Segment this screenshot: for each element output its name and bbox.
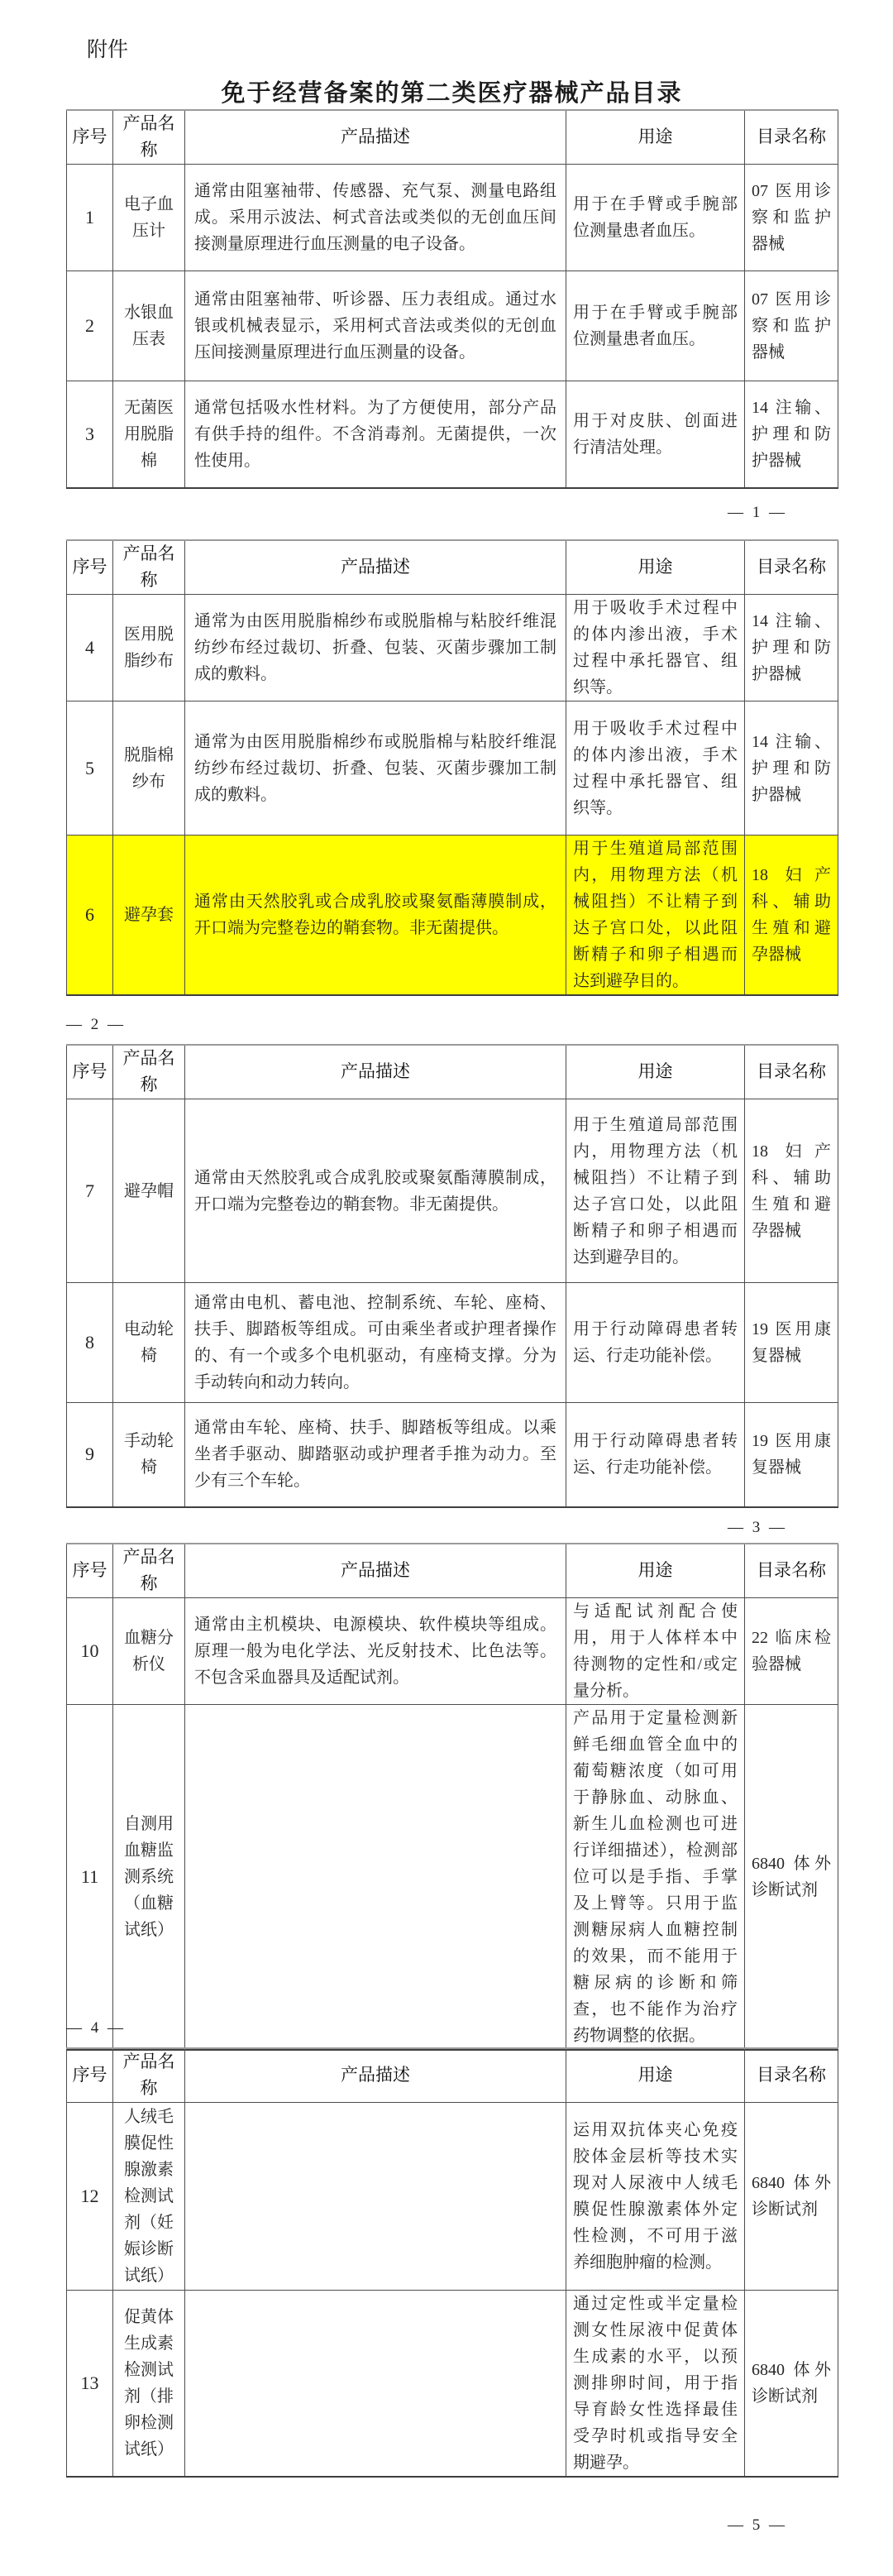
cell-catalog-name: 19 医用康复器械 [745, 1283, 838, 1403]
cell-no: 1 [67, 165, 113, 271]
table-row [67, 595, 838, 701]
attachment-label: 附件 [87, 38, 129, 61]
catalog-table-page1 [66, 109, 838, 489]
cell-use: 用于行动障碍患者转运、行走功能补偿。 [566, 1403, 745, 1507]
table-header-row [67, 2048, 838, 2103]
table-row [67, 701, 838, 836]
cell-no: 2 [67, 271, 113, 381]
document-title: 免于经营备案的第二类医疗器械产品目录 [221, 80, 683, 107]
table-header-row [67, 540, 838, 595]
table-row [67, 1598, 838, 1705]
cell-product-name: 避孕套 [113, 836, 185, 996]
table-row [67, 2291, 838, 2478]
cell-catalog-name: 6840 体外诊断试剂 [745, 2291, 838, 2478]
cell-product-desc: 通常由电机、蓄电池、控制系统、车轮、座椅、扶手、脚踏板等组成。可由乘坐者或护理者操作的、有一个或多个电机驱动，有座椅支撑。分为手动转向和动力转向。 [185, 1283, 566, 1403]
cell-product-desc [185, 1705, 566, 2051]
column-header-use: 用途 [566, 2048, 745, 2103]
table-row [67, 1403, 838, 1507]
cell-use: 用于生殖道局部范围内，用物理方法（机械阻挡）不让精子到达子宫口处，以此阻断精子和卵子相遇而达到避孕目的。 [566, 836, 745, 996]
cell-use: 用于吸收手术过程中的体内渗出液，手术过程中承托器官、组织等。 [566, 701, 745, 836]
column-header-product-desc: 产品描述 [185, 2048, 566, 2103]
page-marker-4: — 4 — [66, 2019, 126, 2037]
column-header-catalog-name: 目录名称 [745, 1045, 838, 1099]
cell-use: 产品用于定量检测新鲜毛细血管全血中的葡萄糖浓度（如可用于静脉血、动脉血、新生儿血检测也可进行详细描述），检测部位可以是手指、手掌及上臂等。只用于监测糖尿病人血糖控制的效果，而不能用于糖尿病的诊断和筛查，也不能作为治疗药物调整的依据。 [566, 1705, 745, 2051]
cell-product-desc [185, 2291, 566, 2478]
catalog-table-page2 [66, 539, 838, 996]
table-row-highlighted [67, 836, 838, 996]
cell-no: 6 [67, 836, 113, 996]
cell-catalog-name: 18 妇产科、辅助生殖和避孕器械 [745, 1099, 838, 1283]
cell-no: 4 [67, 595, 113, 701]
cell-product-name: 水银血压表 [113, 271, 185, 381]
cell-use: 通过定性或半定量检测女性尿液中促黄体生成素的水平，以预测排卵时间，用于指导育龄女性选择最佳受孕时机或指导安全期避孕。 [566, 2291, 745, 2478]
column-header-no: 序号 [67, 1544, 113, 1598]
cell-catalog-name: 6840 体外诊断试剂 [745, 2103, 838, 2291]
cell-product-desc: 通常由天然胶乳或合成乳胶或聚氨酯薄膜制成，开口端为完整卷边的鞘套物。非无菌提供。 [185, 1099, 566, 1283]
cell-catalog-name: 19 医用康复器械 [745, 1403, 838, 1507]
cell-catalog-name: 14 注输、护理和防护器械 [745, 595, 838, 701]
cell-product-desc: 通常由阻塞袖带、传感器、充气泵、测量电路组成。采用示波法、柯式音法或类似的无创血压间接测量原理进行血压测量的电子设备。 [185, 165, 566, 271]
cell-product-name: 自测用血糖监测系统（血糖试纸） [113, 1705, 185, 2051]
cell-product-desc: 通常包括吸水性材料。为了方便使用，部分产品有供手持的组件。不含消毒剂。无菌提供，一次性使用。 [185, 381, 566, 488]
column-header-use: 用途 [566, 540, 745, 595]
cell-no: 11 [67, 1705, 113, 2051]
cell-product-name: 无菌医用脱脂棉 [113, 381, 185, 488]
table-header-row [67, 1045, 838, 1099]
cell-product-name: 血糖分析仪 [113, 1598, 185, 1705]
cell-no: 10 [67, 1598, 113, 1705]
column-header-no: 序号 [67, 2048, 113, 2103]
cell-use: 用于对皮肤、创面进行清洁处理。 [566, 381, 745, 488]
table-row [67, 381, 838, 488]
table-row [67, 165, 838, 271]
cell-catalog-name: 18 妇产科、辅助生殖和避孕器械 [745, 836, 838, 996]
cell-catalog-name: 14 注输、护理和防护器械 [745, 381, 838, 488]
cell-catalog-name: 6840 体外诊断试剂 [745, 1705, 838, 2051]
catalog-table-page3 [66, 1044, 838, 1508]
cell-use: 用于在手臂或手腕部位测量患者血压。 [566, 165, 745, 271]
cell-product-name: 脱脂棉纱布 [113, 701, 185, 836]
cell-no: 7 [67, 1099, 113, 1283]
page-marker-3: — 3 — [728, 1519, 787, 1536]
cell-use: 用于在手臂或手腕部位测量患者血压。 [566, 271, 745, 381]
column-header-catalog-name: 目录名称 [745, 1544, 838, 1598]
cell-product-desc: 通常为由医用脱脂棉纱布或脱脂棉与粘胶纤维混纺纱布经过裁切、折叠、包装、灭菌步骤加工制成的敷料。 [185, 595, 566, 701]
column-header-product-desc: 产品描述 [185, 110, 566, 165]
cell-product-name: 避孕帽 [113, 1099, 185, 1283]
catalog-table-page5 [66, 2047, 838, 2478]
cell-no: 5 [67, 701, 113, 836]
cell-no: 9 [67, 1403, 113, 1507]
cell-product-name: 电子血压计 [113, 165, 185, 271]
cell-no: 8 [67, 1283, 113, 1403]
cell-catalog-name: 07 医用诊察和监护器械 [745, 271, 838, 381]
table-header-row [67, 1544, 838, 1598]
column-header-product-desc: 产品描述 [185, 1544, 566, 1598]
cell-catalog-name: 14 注输、护理和防护器械 [745, 701, 838, 836]
cell-no: 3 [67, 381, 113, 488]
table-row [67, 1705, 838, 2051]
cell-no: 12 [67, 2103, 113, 2291]
table-row [67, 1283, 838, 1403]
cell-product-name: 医用脱脂纱布 [113, 595, 185, 701]
cell-use: 用于生殖道局部范围内，用物理方法（机械阻挡）不让精子到达子宫口处，以此阻断精子和卵子相遇而达到避孕目的。 [566, 1099, 745, 1283]
column-header-product-name: 产品名称 [113, 1045, 185, 1099]
page-marker-5: — 5 — [728, 2516, 787, 2534]
cell-use: 与适配试剂配合使用，用于人体样本中待测物的定性和/或定量分析。 [566, 1598, 745, 1705]
column-header-catalog-name: 目录名称 [745, 110, 838, 165]
column-header-product-name: 产品名称 [113, 1544, 185, 1598]
table-row [67, 271, 838, 381]
cell-product-name: 人绒毛膜促性腺激素检测试剂（妊娠诊断试纸） [113, 2103, 185, 2291]
column-header-use: 用途 [566, 1045, 745, 1099]
table-row [67, 1099, 838, 1283]
cell-use: 用于行动障碍患者转运、行走功能补偿。 [566, 1283, 745, 1403]
column-header-use: 用途 [566, 1544, 745, 1598]
column-header-product-desc: 产品描述 [185, 1045, 566, 1099]
column-header-no: 序号 [67, 1045, 113, 1099]
column-header-product-name: 产品名称 [113, 2048, 185, 2103]
cell-product-desc: 通常由阻塞袖带、听诊器、压力表组成。通过水银或机械表显示，采用柯式音法或类似的无创血压间接测量原理进行血压测量的设备。 [185, 271, 566, 381]
cell-product-desc: 通常由天然胶乳或合成乳胶或聚氨酯薄膜制成，开口端为完整卷边的鞘套物。非无菌提供。 [185, 836, 566, 996]
column-header-product-name: 产品名称 [113, 540, 185, 595]
cell-catalog-name: 22 临床检验器械 [745, 1598, 838, 1705]
column-header-catalog-name: 目录名称 [745, 2048, 838, 2103]
cell-product-desc: 通常由车轮、座椅、扶手、脚踏板等组成。以乘坐者手驱动、脚踏驱动或护理者手推为动力。至少有三个车轮。 [185, 1403, 566, 1507]
column-header-use: 用途 [566, 110, 745, 165]
table-header-row [67, 110, 838, 165]
page-marker-1: — 1 — [728, 504, 787, 521]
cell-product-desc: 通常由主机模块、电源模块、软件模块等组成。原理一般为电化学法、光反射技术、比色法等。不包含采血器具及适配试剂。 [185, 1598, 566, 1705]
column-header-catalog-name: 目录名称 [745, 540, 838, 595]
column-header-no: 序号 [67, 540, 113, 595]
catalog-table-page4 [66, 1543, 838, 2051]
cell-use: 用于吸收手术过程中的体内渗出液，手术过程中承托器官、组织等。 [566, 595, 745, 701]
column-header-no: 序号 [67, 110, 113, 165]
cell-catalog-name: 07 医用诊察和监护器械 [745, 165, 838, 271]
table-row [67, 2103, 838, 2291]
cell-use: 运用双抗体夹心免疫胶体金层析等技术实现对人尿液中人绒毛膜促性腺激素体外定性检测，不可用于滋养细胞肿瘤的检测。 [566, 2103, 745, 2291]
page-marker-2: — 2 — [66, 1016, 126, 1033]
cell-product-desc [185, 2103, 566, 2291]
cell-product-name: 电动轮椅 [113, 1283, 185, 1403]
cell-product-desc: 通常为由医用脱脂棉纱布或脱脂棉与粘胶纤维混纺纱布经过裁切、折叠、包装、灭菌步骤加工制成的敷料。 [185, 701, 566, 836]
cell-product-name: 手动轮椅 [113, 1403, 185, 1507]
cell-product-name: 促黄体生成素检测试剂（排卵检测试纸） [113, 2291, 185, 2478]
column-header-product-desc: 产品描述 [185, 540, 566, 595]
cell-no: 13 [67, 2291, 113, 2478]
column-header-product-name: 产品名称 [113, 110, 185, 165]
